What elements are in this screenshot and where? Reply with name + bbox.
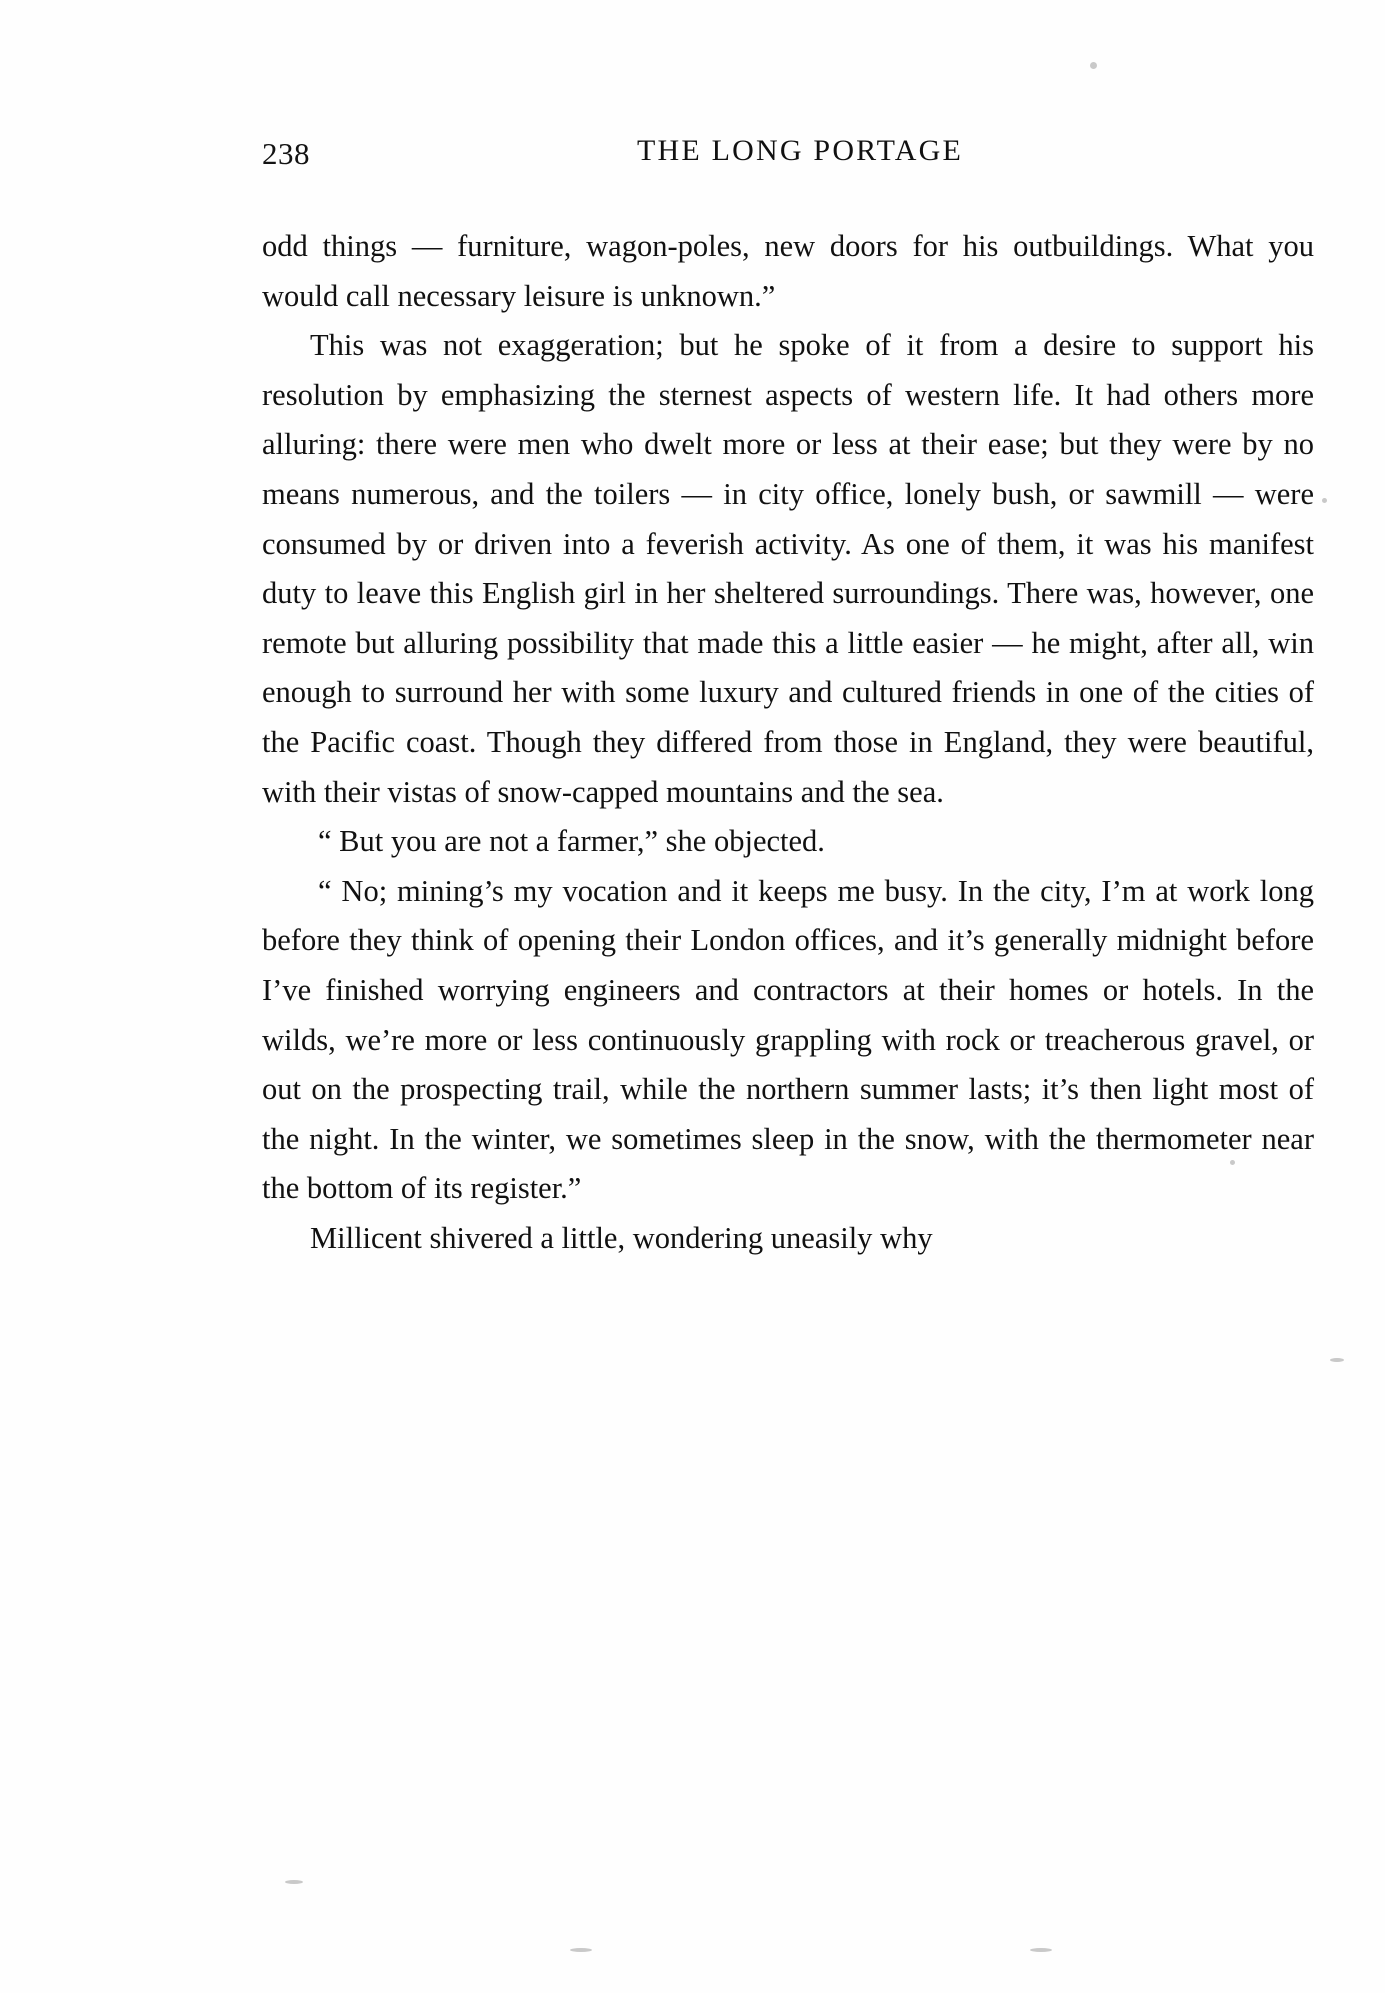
page-header (262, 128, 1312, 198)
page-number: 238 (262, 136, 310, 171)
header-row (262, 128, 1312, 198)
paragraph-2: This was not exaggeration; but he spoke of it from a desire to support his resolution by emphasizing the sternest aspects of western life. It had others more alluring: there were men who dwelt more or less at their ease; but they were by no means numerous, and the toilers — in city office, lonely bush, or sawmill — were consumed by or driven into a feverish activity. As one of them, it was his manifest duty to leave this English girl in her sheltered surroundings. There was, however, one remote but alluring possibility that made this a little easier — he might, after all, win enough to surround her with some luxury and cultured friends in one of the cities of the Pacific coast. Though they differed from those in England, they were beautiful, with their vistas of snow-capped mountains and the sea. (262, 328, 1314, 809)
scan-speck (1030, 1948, 1052, 1952)
scan-speck (1330, 1358, 1344, 1362)
running-head-title: THE LONG PORTAGE (637, 134, 963, 167)
scan-speck (1322, 498, 1327, 503)
scan-speck (285, 1880, 303, 1884)
scan-speck (570, 1948, 592, 1952)
paragraph-4: “ No; mining’s my vocation and it keeps me busy. In the city, I’m at work long before they think of opening their London offices, and it’s generally midnight before I’ve finished worrying engineers and contractors at their homes or hotels. In the wilds, we’re more or less continuously grappling with rock or treacherous gravel, or out on the prospecting trail, while the northern summer lasts; it’s then light most of the night. In the winter, we sometimes sleep in the snow, with the thermometer near the bottom of its register.” (262, 873, 1314, 1206)
scan-speck (1230, 1160, 1235, 1165)
body-text (262, 222, 1314, 1263)
scan-speck (1090, 62, 1097, 69)
paragraph-1: odd things — furniture, wagon-poles, new doors for his outbuildings. What you would call necessary leisure is unknown.” (262, 229, 1314, 313)
paragraph-5: Millicent shivered a little, wondering uneasily why (310, 1220, 933, 1255)
paragraph-3: “ But you are not a farmer,” she objected. (318, 824, 825, 859)
